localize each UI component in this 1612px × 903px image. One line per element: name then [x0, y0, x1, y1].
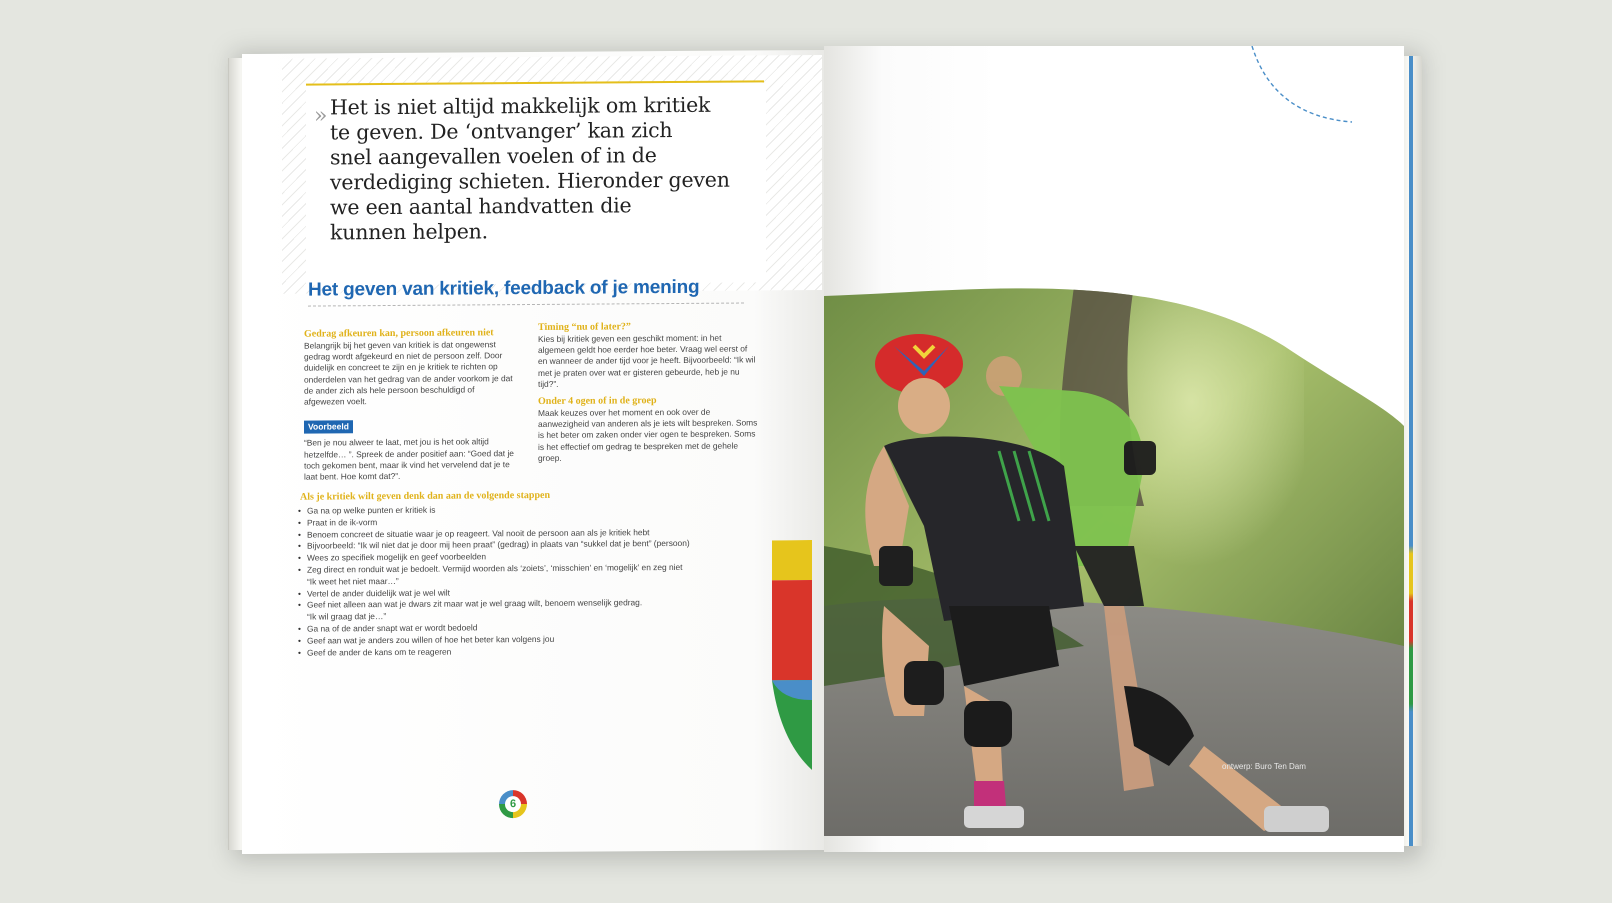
subheading: Gedrag afkeuren kan, persoon afkeuren niet — [304, 327, 494, 340]
list-item: • Wees zo specifiek mogelijk en geef voorbeelden — [298, 550, 718, 565]
paragraph: Kies bij kritiek geven een geschikt moment: in het algemeen geldt hoe eerder hoe beter. Vraag wel eerst of en wanneer de ander tijd voor je heeft. Bijvoorbeeld: “Ik wil met je praten over wat er gisteren gebeurde, heb je nu tijd?”. — [538, 332, 756, 389]
example-badge: Voorbeeld — [304, 420, 353, 434]
photo-credit: ontwerp: Buro Ten Dam — [1222, 762, 1306, 771]
color-block-decoration — [772, 540, 812, 770]
quote-line: te geven. De ‘ontvanger’ kan zich — [330, 118, 673, 145]
list-item: • Zeg direct en ronduit wat je bedoelt. Vermijd woorden als ‘zoiets’, ‘misschien’ en ‘mogelijk’ en zeg niet — [298, 562, 718, 577]
quote-line: we een aantal handvatten die — [330, 193, 632, 220]
list-item: • Benoem concreet de situatie waar je op reageert. Val nooit de persoon aan als je kritiek hebt — [298, 526, 718, 541]
list-item: • Ga na of de ander snapt wat er wordt bedoeld — [298, 621, 718, 636]
section-heading: Het geven van kritiek, feedback of je mening — [308, 276, 700, 301]
heading-divider — [308, 303, 744, 307]
subheading: Onder 4 ogen of in de groep — [538, 395, 657, 407]
list-item: • Geef aan wat je anders zou willen of hoe het beter kan volgens jou — [298, 632, 718, 647]
list-item: • Geef niet alleen aan wat je dwars zit maar wat je wel graag wilt, benoem wenselijk gedrag. — [298, 597, 718, 612]
subheading: Timing “nu of later?” — [538, 321, 631, 333]
inline-skater-photo — [824, 46, 1404, 852]
left-page — [242, 50, 824, 854]
page-number: 6 — [505, 796, 521, 812]
intro-quote — [330, 92, 755, 245]
quote-line: verdediging schieten. Hieronder geven — [330, 167, 730, 195]
paragraph: Belangrijk bij het geven van kritiek is dat ongewenst gedrag wordt afgekeurd en niet de persoon zelf. Door duidelijk en concreet te zijn en je kritiek te richten op onderdelen van het gedrag van de ander voorkom je dat de ander zich als hele persoon beschuldigd of afgewezen voelt. — [304, 339, 513, 407]
left-column — [304, 327, 516, 489]
list-item-continuation: “Ik wil graag dat je…” — [307, 611, 387, 622]
list-item: • Ga na op welke punten er kritiek is — [298, 503, 718, 518]
quote-line: Het is niet altijd makkelijk om kritiek — [330, 92, 711, 120]
quote-line: snel aangevallen voelen of in de — [330, 143, 657, 170]
list-item: • Geef de ander de kans om te reageren — [298, 644, 718, 659]
example-text: “Ben je nou alweer te laat, met jou is het ook altijd hetzelfde… ”. Spreek de ander positief aan: “Goed dat je toch gekomen bent, maar ik vind het vervelend dat je te laat bent. Hoe komt dat?”. — [304, 436, 514, 482]
paragraph: Maak keuzes over het moment en ook over de aanwezigheid van anderen als je iets wilt bespreken. Soms is het beter om zaken onder vier ogen te bespreken. Soms is het effectief om gedrag te bespreken met de gehele groep. — [538, 406, 758, 463]
quote-line: kunnen helpen. — [330, 219, 488, 245]
right-column — [538, 320, 758, 470]
page-number-badge — [499, 790, 527, 818]
list-item: • Praat in de ik-vorm — [298, 515, 718, 530]
right-page — [824, 46, 1404, 852]
list-item-continuation: “Ik weet het niet maar…” — [307, 575, 399, 587]
quote-mark-icon: » — [314, 103, 328, 129]
list-item: • Vertel de ander duidelijk wat je wel wilt — [298, 585, 718, 600]
steps-list — [298, 503, 718, 659]
steps-title: Als je kritiek wilt geven denk dan aan de volgende stappen — [300, 489, 551, 503]
list-item: • Bijvoorbeeld: “Ik wil niet dat je door mij heen praat” (gedrag) in plaats van “sukkel dat je bent” (persoon) — [298, 538, 718, 553]
